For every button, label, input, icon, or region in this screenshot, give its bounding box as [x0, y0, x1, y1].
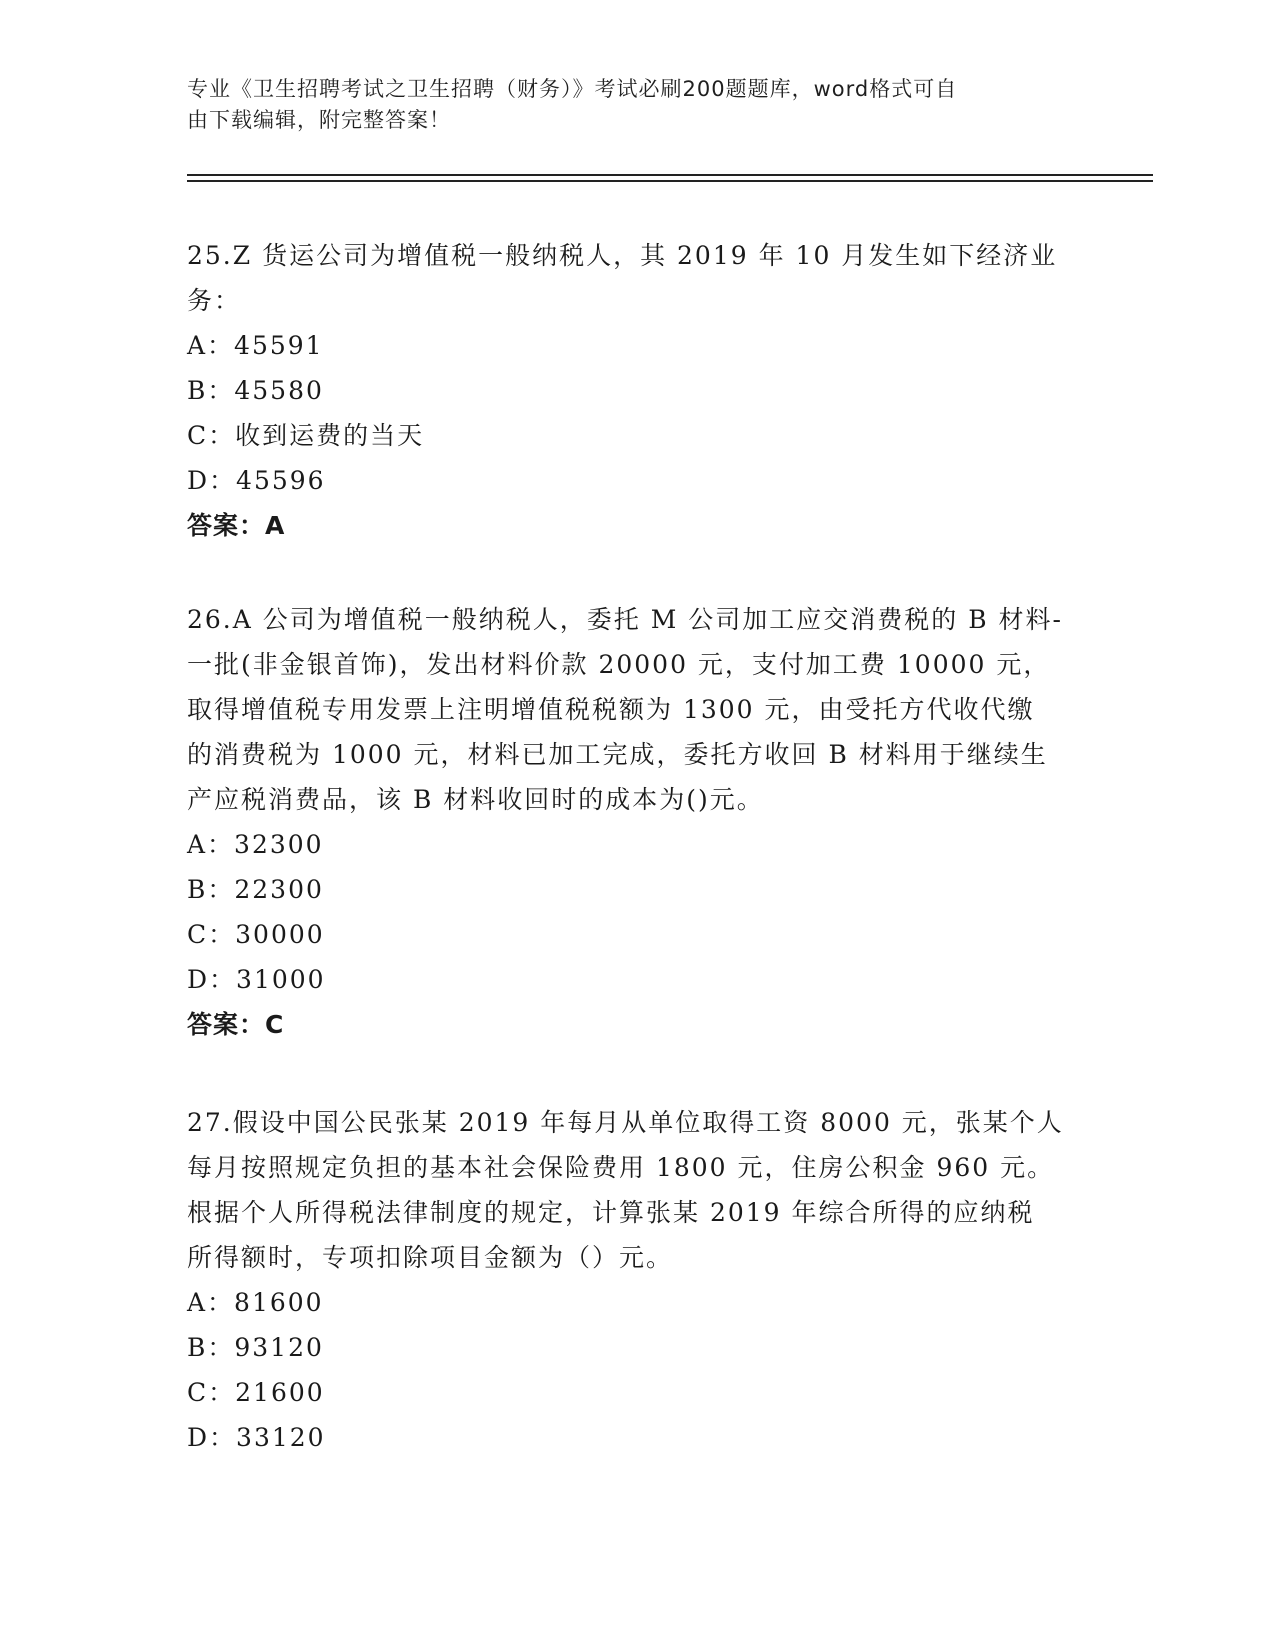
question-stem-line: 取得增值税专用发票上注明增值税税额为 1300 元，由受托方代收代缴: [187, 695, 1035, 724]
question-stem-line: 一批(非金银首饰)，发出材料价款 20000 元，支付加工费 10000 元，: [187, 650, 1051, 679]
option-c: C：30000: [187, 920, 325, 949]
option-a: A：81600: [187, 1288, 324, 1317]
option-b: B：45580: [187, 376, 324, 405]
question-26: [187, 597, 1067, 1047]
question-stem-line: 根据个人所得税法律制度的规定，计算张某 2019 年综合所得的应纳税: [187, 1198, 1035, 1227]
question-27: [187, 1100, 1067, 1460]
question-stem-line: 25.Z 货运公司为增值税一般纳税人，其 2019 年 10 月发生如下经济业: [187, 241, 1058, 270]
option-d: D：45596: [187, 466, 326, 495]
answer-label: 答案：A: [187, 511, 286, 540]
question-stem-line: 产应税消费品，该 B 材料收回时的成本为()元。: [187, 785, 764, 814]
header-line-2: 由下载编辑，附完整答案！: [187, 108, 451, 132]
answer-label: 答案：C: [187, 1010, 285, 1039]
question-stem-line: 每月按照规定负担的基本社会保险费用 1800 元，住房公积金 960 元。: [187, 1153, 1055, 1182]
header-divider-bottom: [187, 180, 1153, 182]
option-b: B：22300: [187, 875, 324, 904]
question-stem-line: 27.假设中国公民张某 2019 年每月从单位取得工资 8000 元，张某个人: [187, 1108, 1064, 1137]
option-a: A：45591: [187, 331, 324, 360]
option-a: A：32300: [187, 830, 324, 859]
question-stem-line: 26.A 公司为增值税一般纳税人，委托 M 公司加工应交消费税的 B 材料-: [187, 605, 1063, 634]
option-d: D：33120: [187, 1423, 326, 1452]
question-stem-line: 务：: [187, 286, 242, 315]
question-stem-line: 所得额时，专项扣除项目金额为（）元。: [187, 1243, 674, 1272]
document-header: [187, 74, 1067, 136]
option-b: B：93120: [187, 1333, 324, 1362]
option-c: C：收到运费的当天: [187, 421, 425, 450]
header-divider-top: [187, 174, 1153, 176]
header-line-1: 专业《卫生招聘考试之卫生招聘（财务）》考试必刷200题题库，word格式可自: [187, 77, 958, 101]
option-d: D：31000: [187, 965, 326, 994]
question-stem-line: 的消费税为 1000 元，材料已加工完成，委托方收回 B 材料用于继续生: [187, 740, 1048, 769]
option-c: C：21600: [187, 1378, 325, 1407]
question-25: [187, 233, 1067, 548]
